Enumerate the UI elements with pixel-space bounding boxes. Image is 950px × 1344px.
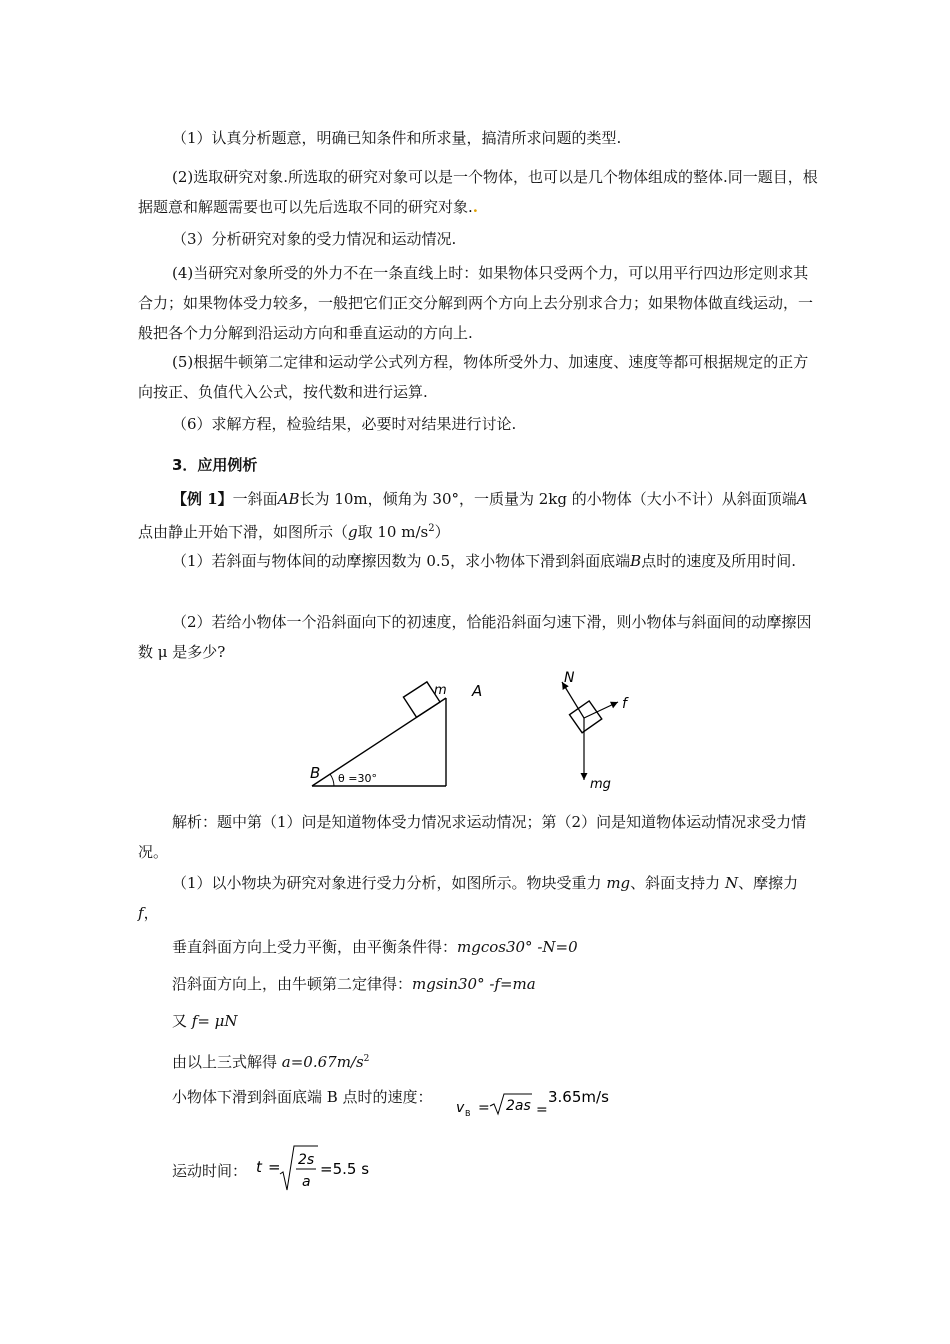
equals-sign: =	[268, 1158, 281, 1176]
velocity-line	[172, 1086, 433, 1108]
step-2	[138, 162, 818, 222]
analysis: 解析：题中第（1）问是知道物体受力情况求运动情况；第（2）问是知道物体运动情况求受力情况。	[138, 813, 807, 861]
question-1-text: （1）若斜面与物体间的动摩擦因数为 0.5，求小物体下滑到斜面底端	[172, 552, 631, 570]
velocity-formula	[450, 1082, 620, 1124]
example-text: 长为 10m，倾角为 30°，一质量为 2kg 的小物体（大小不计）从斜面顶端	[299, 490, 797, 508]
label-b: B	[310, 764, 321, 782]
example-intro	[138, 484, 818, 547]
velocity-value: 3.65m/s	[548, 1088, 609, 1106]
angle-label: θ =30°	[338, 772, 377, 785]
equation-1-text: 垂直斜面方向上受力平衡，由平衡条件得：	[172, 938, 458, 956]
equals-sign: =	[478, 1100, 490, 1116]
equation-2-text: 沿斜面方向上，由牛顿第二定律得：	[172, 975, 413, 993]
equation-3-line	[172, 1010, 238, 1032]
velocity-subscript: B	[465, 1109, 471, 1118]
equation-4-text: 由以上三式解得	[172, 1053, 282, 1071]
time-line	[172, 1160, 247, 1182]
step-6: （6）求解方程，检验结果，必要时对结果进行讨论.	[172, 415, 517, 433]
step-1: （1）认真分析题意，明确已知条件和所求量，搞清所求问题的类型.	[172, 129, 622, 147]
time-text: 运动时间：	[172, 1162, 248, 1180]
exponent: 2	[363, 1054, 370, 1064]
step-5: (5)根据牛顿第二定律和运动学公式列方程，物体所受外力、加速度、速度等都可根据规定的正方向按正、负值代入公式，按代数和进行运算.	[138, 353, 809, 401]
fraction-denominator: a	[302, 1174, 311, 1190]
example-tag: 【例 1】	[172, 490, 233, 508]
gravity-symbol: g	[348, 523, 358, 541]
segment-ab: AB	[277, 490, 300, 508]
question-1	[138, 546, 818, 576]
section-heading: 3．应用例析	[172, 456, 258, 474]
solution-p1	[138, 868, 818, 928]
equation-4: a=0.67m/s	[281, 1053, 364, 1071]
friction-label: f	[622, 696, 627, 712]
orange-dot-mark: .	[472, 198, 479, 216]
label-a: A	[472, 682, 483, 700]
radicand: 2as	[506, 1098, 531, 1114]
symbol-f: f	[138, 904, 144, 922]
time-formula	[252, 1140, 382, 1196]
velocity-symbol: v	[456, 1100, 465, 1116]
velocity-text: 小物体下滑到斜面底端 B 点时的速度：	[172, 1088, 433, 1106]
time-symbol: t	[256, 1158, 262, 1176]
gravity-label: mg	[590, 777, 611, 792]
time-value: =5.5 s	[320, 1160, 370, 1178]
step-2-text: (2)选取研究对象.所选取的研究对象可以是一个物体，也可以是几个物体组成的整体.同一题目，根据题意和解题需要也可以先后选取不同的研究对象.	[138, 168, 818, 216]
point-b: B	[630, 552, 642, 570]
normal-label: N	[564, 670, 575, 686]
example-text: 一斜面	[232, 490, 278, 508]
question-2: （2）若给小物体一个沿斜面向下的初速度，恰能沿斜面匀速下滑，则小物体与斜面间的动摩擦因数 μ 是多少?	[138, 613, 812, 661]
angle-arc	[330, 774, 334, 786]
block-label: m	[434, 683, 447, 698]
equation-4-line	[172, 1048, 369, 1073]
step-3: （3）分析研究对象的受力情况和运动情况.	[172, 230, 457, 248]
solution-text: ，	[143, 904, 159, 922]
example-text: 点由静止开始下滑，如图所示（	[138, 523, 349, 541]
solution-text: （1）以小物块为研究对象进行受力分析，如图所示。物块受重力	[172, 874, 607, 892]
step-4: (4)当研究对象所受的外力不在一条直线上时：如果物体只受两个力，可以用平行四边形定则求其合力；如果物体受力较多，一般把它们正交分解到两个方向上去分别求合力；如果物体做直线运动，一般把各个力分解到沿运动方向和垂直运动的方向上.	[138, 264, 814, 342]
equation-3-text: 又	[172, 1012, 192, 1030]
symbol-n: N	[724, 874, 739, 892]
equation-2: mgsin30° -f=ma	[412, 975, 536, 993]
equation-3: f= μN	[191, 1012, 238, 1030]
symbol-mg: mg	[606, 874, 631, 892]
example-text: ）	[434, 523, 450, 541]
question-1-text: 点时的速度及所用时间.	[641, 552, 796, 570]
equals-sign: =	[536, 1102, 548, 1118]
solution-text: 、斜面支持力	[630, 874, 725, 892]
example-text: 取 10 m/s	[357, 523, 429, 541]
solution-text: 、摩擦力	[738, 874, 799, 892]
equation-1-line	[172, 936, 578, 958]
equation-1: mgcos30° -N=0	[457, 938, 578, 956]
point-a: A	[796, 490, 808, 508]
exponent: 2	[428, 523, 435, 534]
equation-2-line	[172, 973, 536, 995]
fraction-numerator: 2s	[298, 1152, 315, 1168]
incline-figure	[300, 670, 500, 792]
force-diagram	[552, 668, 662, 794]
